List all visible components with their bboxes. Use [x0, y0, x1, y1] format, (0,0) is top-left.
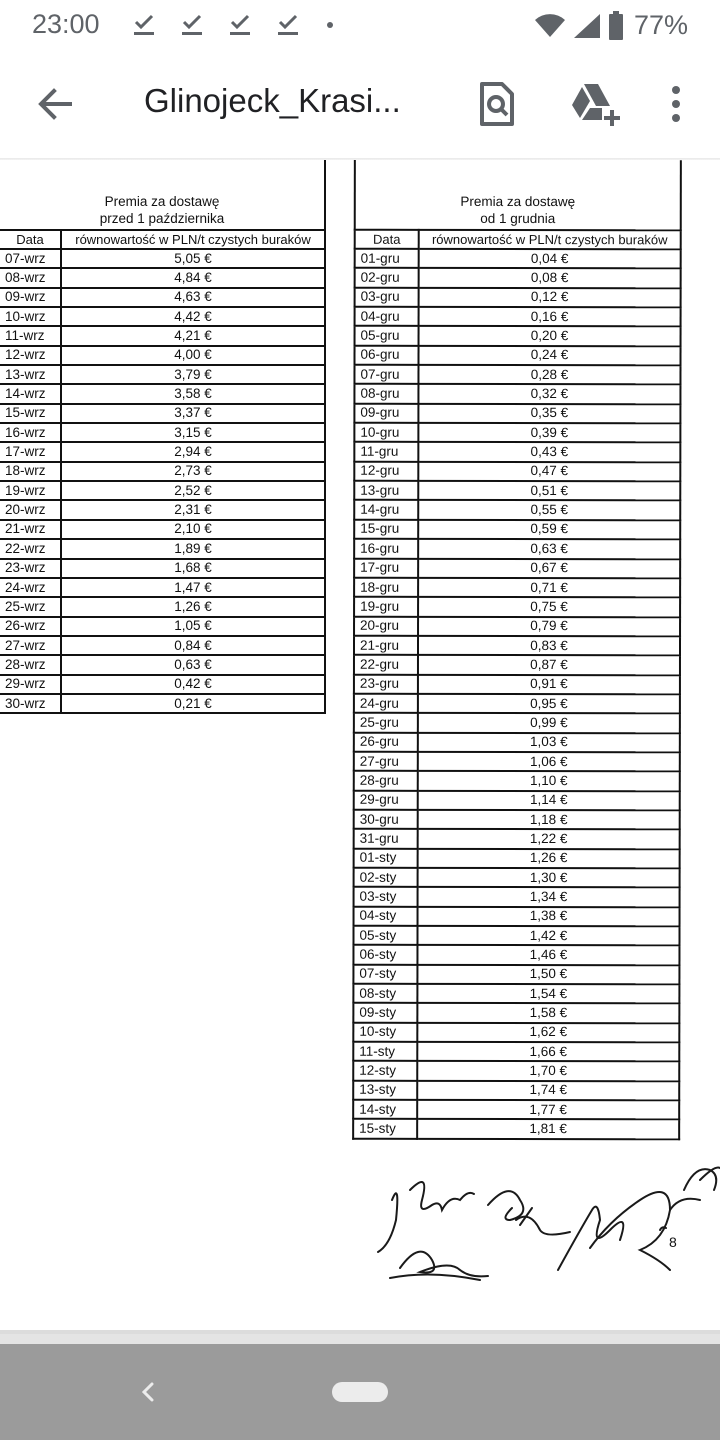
value-cell: 1,06 €	[418, 752, 680, 772]
table-row	[354, 481, 680, 501]
page-gap	[0, 1334, 720, 1344]
date-cell: 28-gru	[354, 771, 418, 790]
date-cell: 06-gru	[354, 345, 418, 364]
value-cell: 0,87 €	[418, 655, 680, 675]
date-cell: 01-sty	[354, 848, 418, 867]
value-cell: 1,10 €	[418, 771, 680, 791]
column-header-value: równowartość w PLN/t czystych buraków	[61, 230, 325, 249]
date-cell: 16-gru	[354, 539, 418, 558]
value-cell: 0,12 €	[419, 288, 681, 308]
status-time: 23:00	[32, 9, 100, 39]
value-cell: 0,67 €	[418, 558, 680, 578]
value-cell: 0,39 €	[418, 423, 680, 443]
date-cell: 08-sty	[353, 984, 417, 1003]
date-cell: 14-wrz	[0, 384, 61, 403]
value-cell: 0,75 €	[418, 597, 680, 617]
value-cell: 3,79 €	[61, 365, 325, 384]
date-cell: 28-wrz	[0, 655, 61, 674]
value-cell: 0,51 €	[418, 481, 680, 501]
date-cell: 10-sty	[353, 1022, 417, 1041]
date-cell: 08-wrz	[0, 268, 61, 287]
table-row	[354, 539, 680, 559]
date-cell: 03-sty	[354, 887, 418, 906]
value-cell: 3,15 €	[61, 423, 325, 442]
table-row	[354, 694, 680, 714]
nav-back-icon[interactable]	[136, 1377, 160, 1407]
date-cell: 11-gru	[354, 442, 418, 461]
value-cell: 0,91 €	[418, 674, 680, 694]
date-cell: 15-sty	[353, 1119, 417, 1138]
value-cell: 0,63 €	[418, 539, 680, 559]
date-cell: 19-wrz	[0, 481, 61, 500]
value-cell: 1,34 €	[418, 887, 680, 907]
back-arrow-icon[interactable]	[30, 78, 82, 130]
download-done-icon	[226, 10, 274, 40]
table-row	[0, 288, 325, 307]
value-cell: 1,47 €	[61, 578, 325, 597]
value-cell: 0,35 €	[418, 404, 680, 424]
table-title-line2: przed 1 października	[99, 211, 225, 226]
date-cell: 31-gru	[354, 829, 418, 848]
date-cell: 20-gru	[354, 616, 418, 635]
date-cell: 05-sty	[353, 926, 417, 945]
table-row	[0, 404, 325, 423]
table-title-line2: od 1 grudnia	[480, 210, 556, 227]
value-cell: 4,00 €	[61, 346, 325, 365]
premium-table-before-october	[0, 160, 326, 714]
table-row	[0, 442, 325, 461]
value-cell: 4,63 €	[61, 288, 325, 307]
value-cell: 0,99 €	[418, 713, 680, 733]
value-cell: 1,50 €	[417, 965, 679, 985]
value-cell: 0,55 €	[418, 500, 680, 520]
value-cell: 0,63 €	[61, 655, 325, 674]
table-row	[354, 790, 680, 810]
date-cell: 27-gru	[354, 752, 418, 771]
table-row	[354, 868, 680, 888]
value-cell: 0,47 €	[418, 462, 680, 482]
value-cell: 2,73 €	[61, 462, 325, 481]
date-cell: 25-wrz	[0, 597, 61, 616]
date-cell: 18-gru	[354, 578, 418, 597]
table-row	[353, 926, 679, 946]
value-cell: 1,54 €	[417, 984, 679, 1004]
value-cell: 0,32 €	[418, 384, 680, 404]
date-cell: 30-wrz	[0, 694, 61, 713]
date-cell: 29-wrz	[0, 675, 61, 694]
date-cell: 09-sty	[353, 1003, 417, 1022]
value-cell: 0,08 €	[419, 268, 681, 288]
more-vert-icon[interactable]	[656, 78, 696, 130]
value-cell: 0,20 €	[419, 326, 681, 346]
status-system-icons	[534, 10, 688, 41]
table-row	[353, 1042, 679, 1062]
value-cell: 0,95 €	[418, 694, 680, 714]
date-cell: 06-sty	[353, 945, 417, 964]
table-row	[354, 578, 680, 598]
download-done-icon	[274, 10, 322, 40]
table-row	[354, 848, 680, 868]
value-cell: 3,58 €	[61, 384, 325, 403]
table-row	[354, 906, 680, 926]
table-header	[0, 160, 325, 230]
table-row	[355, 326, 681, 346]
table-row	[354, 655, 680, 675]
value-cell: 1,68 €	[61, 559, 325, 578]
value-cell: 5,05 €	[61, 249, 325, 268]
date-cell: 12-gru	[354, 461, 418, 480]
date-cell: 02-sty	[354, 868, 418, 887]
date-cell: 24-gru	[354, 694, 418, 713]
table-row	[0, 346, 325, 365]
value-cell: 0,43 €	[418, 442, 680, 462]
date-cell: 09-wrz	[0, 288, 61, 307]
table-row	[354, 423, 680, 443]
column-header-date: Data	[355, 230, 419, 249]
value-cell: 1,74 €	[417, 1081, 679, 1101]
table-row	[0, 268, 325, 287]
battery-icon	[608, 11, 624, 41]
table-row	[0, 307, 325, 326]
date-cell: 10-gru	[354, 423, 418, 442]
handwritten-signatures	[370, 1160, 720, 1290]
table-row	[353, 1003, 679, 1023]
navigation-bar	[0, 1344, 720, 1440]
table-row	[354, 520, 680, 540]
value-cell: 0,79 €	[418, 616, 680, 636]
date-cell: 27-wrz	[0, 636, 61, 655]
date-cell: 23-gru	[354, 674, 418, 693]
date-cell: 04-gru	[355, 307, 419, 326]
date-cell: 22-wrz	[0, 539, 61, 558]
date-cell: 14-gru	[354, 500, 418, 519]
date-cell: 13-wrz	[0, 365, 61, 384]
date-cell: 15-wrz	[0, 404, 61, 423]
date-cell: 08-gru	[354, 384, 418, 403]
table-row	[0, 462, 325, 481]
date-cell: 22-gru	[354, 655, 418, 674]
table-row	[353, 1119, 679, 1139]
notification-icons	[130, 10, 342, 40]
value-cell: 1,70 €	[417, 1061, 679, 1081]
download-done-icon	[130, 10, 178, 40]
value-cell: 0,21 €	[61, 694, 325, 713]
value-cell: 2,94 €	[61, 442, 325, 461]
table-row	[354, 674, 680, 694]
value-cell: 1,46 €	[417, 945, 679, 965]
date-cell: 13-sty	[353, 1080, 417, 1099]
table-row	[354, 636, 680, 656]
table-row	[354, 771, 680, 791]
table-row	[353, 1022, 679, 1042]
date-cell: 21-gru	[354, 636, 418, 655]
date-cell: 02-gru	[355, 268, 419, 287]
value-cell: 0,84 €	[61, 636, 325, 655]
table-row	[354, 403, 680, 423]
cell-signal-icon	[572, 12, 602, 40]
more-notifications-dot-icon	[322, 10, 342, 40]
table-row	[0, 578, 325, 597]
date-cell: 18-wrz	[0, 462, 61, 481]
date-cell: 11-wrz	[0, 326, 61, 345]
table-row	[0, 655, 325, 674]
value-cell: 4,21 €	[61, 326, 325, 345]
value-cell: 1,77 €	[417, 1100, 679, 1120]
table-row	[0, 675, 325, 694]
date-cell: 05-gru	[355, 326, 419, 345]
table-row	[354, 829, 680, 849]
value-cell: 1,26 €	[418, 848, 680, 868]
date-cell: 13-gru	[354, 481, 418, 500]
value-cell: 0,59 €	[418, 520, 680, 540]
page-number: 8	[669, 1234, 677, 1250]
date-cell: 26-gru	[354, 732, 418, 751]
date-cell: 03-gru	[355, 287, 419, 306]
value-cell: 0,42 €	[61, 675, 325, 694]
date-cell: 25-gru	[354, 713, 418, 732]
date-cell: 21-wrz	[0, 520, 61, 539]
document-title: Glinojeck_Krasi...	[144, 82, 401, 119]
date-cell: 17-gru	[354, 558, 418, 577]
table-row	[0, 539, 325, 558]
table-row	[0, 365, 325, 384]
value-cell: 1,22 €	[418, 829, 680, 849]
table-row	[354, 345, 680, 365]
table-title-line1: Premia za dostawę	[104, 194, 220, 209]
table-row	[355, 307, 681, 327]
table-row	[354, 461, 680, 481]
date-cell: 17-wrz	[0, 442, 61, 461]
table-row	[0, 520, 325, 539]
value-cell: 1,38 €	[418, 907, 680, 927]
value-cell: 4,42 €	[61, 307, 325, 326]
table-row	[354, 752, 680, 772]
table-row	[354, 384, 680, 404]
value-cell: 2,52 €	[61, 481, 325, 500]
table-row	[0, 559, 325, 578]
date-cell: 24-wrz	[0, 578, 61, 597]
table-row	[353, 945, 679, 965]
date-cell: 12-wrz	[0, 346, 61, 365]
table-title-line1: Premia za dostawę	[460, 193, 576, 210]
table-header	[355, 160, 681, 230]
find-in-page-icon[interactable]	[470, 78, 522, 130]
table-row	[0, 249, 325, 268]
date-cell: 11-sty	[353, 1042, 417, 1061]
date-cell: 16-wrz	[0, 423, 61, 442]
table-row	[354, 616, 680, 636]
table-row	[0, 500, 325, 519]
value-cell: 1,81 €	[417, 1119, 679, 1139]
column-header-value: równowartość w PLN/t czystych buraków	[419, 230, 681, 249]
table-row	[354, 365, 680, 385]
table-row	[354, 442, 680, 462]
value-cell: 1,26 €	[61, 597, 325, 616]
date-cell: 15-gru	[354, 520, 418, 539]
date-cell: 29-gru	[354, 790, 418, 809]
app-bar	[0, 50, 720, 158]
status-bar	[0, 0, 720, 50]
table-row	[355, 249, 681, 269]
table-row	[353, 984, 679, 1004]
date-cell: 07-wrz	[0, 249, 61, 268]
value-cell: 0,04 €	[419, 249, 681, 269]
value-cell: 0,83 €	[418, 636, 680, 656]
value-cell: 1,30 €	[418, 868, 680, 888]
table-row	[0, 694, 325, 713]
value-cell: 1,14 €	[418, 790, 680, 810]
value-cell: 0,71 €	[418, 578, 680, 598]
table-row	[0, 481, 325, 500]
document-viewer[interactable]	[0, 160, 720, 1332]
date-cell: 04-sty	[354, 906, 418, 925]
date-cell: 07-gru	[354, 365, 418, 384]
date-cell: 10-wrz	[0, 307, 61, 326]
table-row	[354, 887, 680, 907]
value-cell: 1,42 €	[417, 926, 679, 946]
table-row	[353, 1100, 679, 1120]
value-cell: 1,66 €	[417, 1042, 679, 1062]
column-header-date: Data	[0, 230, 61, 249]
date-cell: 07-sty	[353, 964, 417, 983]
value-cell: 1,62 €	[417, 1023, 679, 1043]
table-row	[354, 500, 680, 520]
table-row	[354, 810, 680, 830]
table-row	[355, 287, 681, 307]
table-row	[353, 964, 679, 984]
table-row	[355, 268, 681, 288]
table-row	[0, 636, 325, 655]
date-cell: 30-gru	[354, 810, 418, 829]
date-cell: 14-sty	[353, 1100, 417, 1119]
table-row	[354, 732, 680, 752]
value-cell: 1,89 €	[61, 539, 325, 558]
value-cell: 0,16 €	[419, 307, 681, 327]
date-cell: 20-wrz	[0, 500, 61, 519]
table-row	[0, 326, 325, 345]
date-cell: 01-gru	[355, 249, 419, 268]
value-cell: 2,10 €	[61, 520, 325, 539]
table-row	[354, 597, 680, 617]
value-cell: 3,37 €	[61, 404, 325, 423]
table-row	[0, 617, 325, 636]
date-cell: 19-gru	[354, 597, 418, 616]
value-cell: 1,05 €	[61, 617, 325, 636]
download-done-icon	[178, 10, 226, 40]
value-cell: 1,03 €	[418, 732, 680, 752]
value-cell: 4,84 €	[61, 268, 325, 287]
table-row	[354, 558, 680, 578]
table-row	[353, 1080, 679, 1100]
add-to-drive-icon[interactable]	[566, 78, 622, 130]
date-cell: 12-sty	[353, 1061, 417, 1080]
battery-percent: 77%	[633, 10, 688, 40]
value-cell: 2,31 €	[61, 500, 325, 519]
date-cell: 23-wrz	[0, 559, 61, 578]
value-cell: 1,18 €	[418, 810, 680, 830]
table-row	[354, 713, 680, 733]
value-cell: 1,58 €	[417, 1003, 679, 1023]
home-pill-button[interactable]	[332, 1382, 388, 1402]
value-cell: 0,28 €	[418, 365, 680, 385]
premium-table-from-december	[352, 160, 682, 1140]
value-cell: 0,24 €	[418, 346, 680, 366]
table-row	[353, 1061, 679, 1081]
date-cell: 09-gru	[354, 403, 418, 422]
table-row	[0, 384, 325, 403]
table-row	[0, 423, 325, 442]
wifi-icon	[534, 13, 566, 39]
date-cell: 26-wrz	[0, 617, 61, 636]
table-row	[0, 597, 325, 616]
